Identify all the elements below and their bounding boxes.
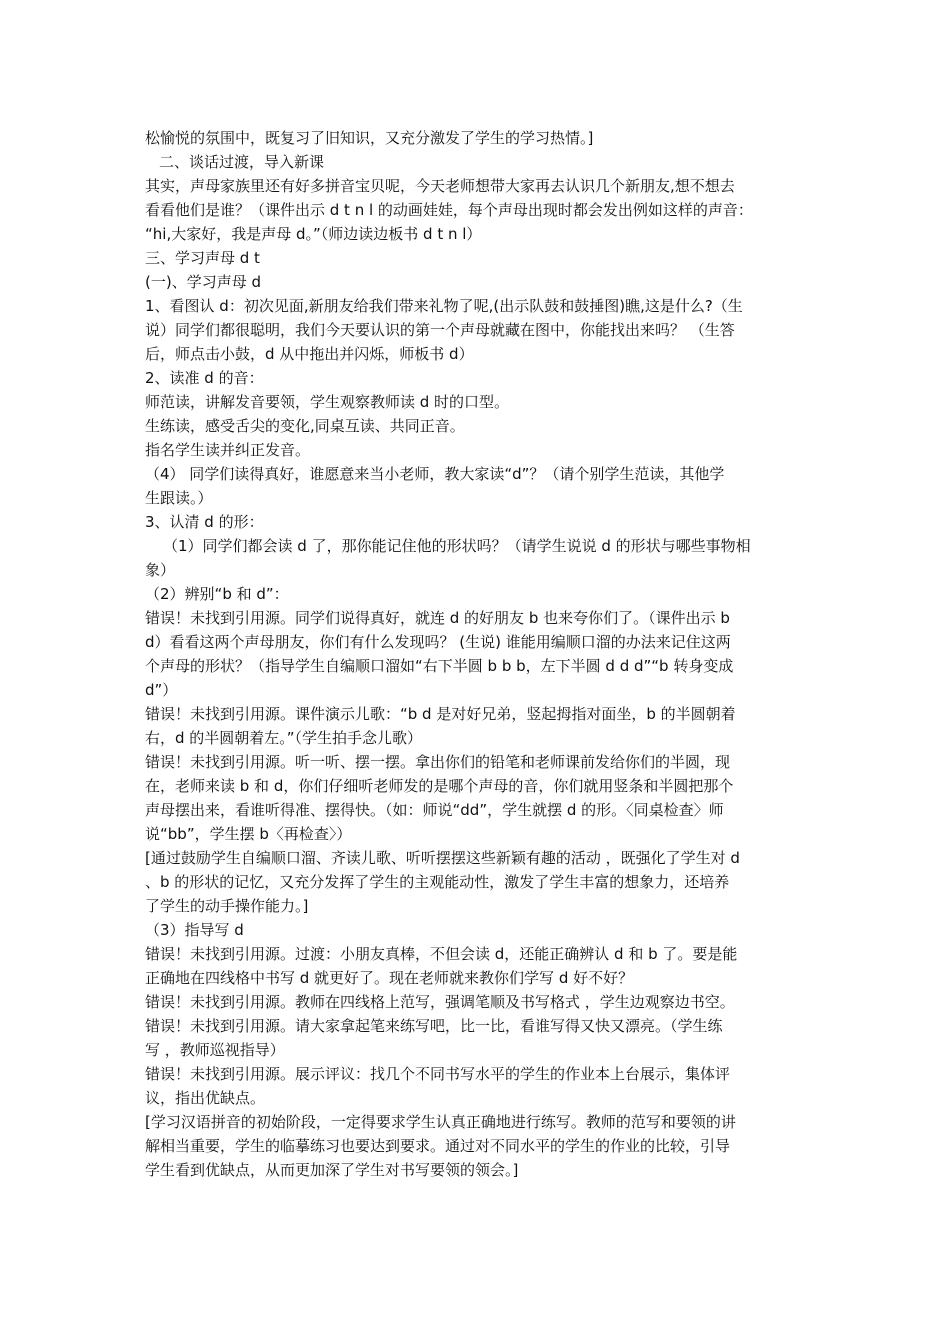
section-heading: 二、谈话过渡，导入新课 (159, 153, 325, 171)
text-line: 看看他们是谁？（课件出示 d t n l 的动画娃娃，每个声母出现时都会发出例如这样的声音： (145, 201, 753, 219)
text-line: 生跟读。） (145, 489, 213, 507)
text-line: （2）辨别“b 和 d”： (145, 585, 289, 603)
text-line: 说）同学们都很聪明，我们今天要认识的第一个声母就藏在图中，你能找出来吗？ （生答 (145, 321, 735, 339)
text-line: 象） (145, 561, 176, 579)
text-line: 指名学生读并纠正发音。 (145, 441, 311, 459)
text-line: 错误！未找到引用源。课件演示儿歌：“b d 是对好兄弟，竖起拇指对面坐，b 的半圆朝着 (145, 705, 736, 723)
text-line: 错误！未找到引用源。听一听、摆一摆。拿出你们的铅笔和老师课前发给你们的半圆，现 (145, 753, 731, 771)
text-line: “hi,大家好，我是声母 d。”（师边读边板书 d t n l） (145, 225, 482, 243)
text-line: d”） (145, 681, 178, 699)
text-line: 、b 的形状的记忆，又充分发挥了学生的主观能动性，激发了学生丰富的想象力，还培养 (145, 873, 730, 891)
subsection-heading: (一)、学习声母 d (145, 273, 261, 291)
text-line: 声母摆出来，看谁听得准、摆得快。（如：师说“dd”，学生就摆 d 的形。〈同桌检查〉师 (145, 801, 724, 819)
text-line: 其实，声母家族里还有好多拼音宝贝呢，今天老师想带大家再去认识几个新朋友,想不想去 (145, 177, 735, 195)
text-line: 议，指出优缺点。 (145, 1089, 266, 1107)
text-line: 个声母的形状？（指导学生自编顺口溜如“右下半圆 b b b，左下半圆 d d d”“b 转身变成 (145, 657, 734, 675)
text-line: d）看看这两个声母朋友，你们有什么发现吗？ (生说) 谁能用编顺口溜的办法来记住这两 (145, 633, 731, 651)
text-line: 2、读准 d 的音： (145, 369, 264, 387)
text-line: 在，老师来读 b 和 d，你们仔细听老师发的是哪个声母的音，你们就用竖条和半圆把那个 (145, 777, 734, 795)
text-line: 错误！未找到引用源。教师在四线格上范写，强调笔顺及书写格式 ，学生边观察边书空。 (145, 993, 735, 1011)
text-line: 师范读，讲解发音要领，学生观察教师读 d 时的口型。 (145, 393, 510, 411)
text-line: 右，d 的半圆朝着左。”（学生拍手念儿歌） (145, 729, 423, 747)
text-line: 错误！未找到引用源。展示评议：找几个不同书写水平的学生的作业本上台展示，集体评 (145, 1065, 731, 1083)
text-line: 了学生的动手操作能力。] (145, 897, 309, 915)
text-line: 写 ，教师巡视指导） (145, 1041, 285, 1059)
text-line: 3、认清 d 的形： (145, 513, 264, 531)
text-line: 学生看到优缺点，从而更加深了学生对书写要领的领会。] (145, 1161, 519, 1179)
text-line: 1、看图认 d：初次见面,新朋友给我们带来礼物了呢,(出示队鼓和鼓捶图)瞧,这是什么?（生 (145, 297, 743, 315)
text-line: 说“bb”，学生摆 b〈再检查〉） (145, 825, 352, 843)
text-line: 正确地在四线格中书写 d 就更好了。现在老师就来教你们学写 d 好不好？ (145, 969, 634, 987)
text-line: [学习汉语拼音的初始阶段，一定得要求学生认真正确地进行练写。教师的范写和要领的讲 (145, 1113, 736, 1131)
text-line: 松愉悦的氛围中，既复习了旧知识，又充分激发了学生的学习热情。] (145, 129, 594, 147)
text-line: 解相当重要，学生的临摹练习也要达到要求。通过对不同水平的学生的作业的比较，引导 (145, 1137, 731, 1155)
text-line: 后，师点击小鼓，d 从中拖出并闪烁，师板书 d） (145, 345, 474, 363)
text-line: [通过鼓励学生自编顺口溜、齐读儿歌、听听摆摆这些新颖有趣的活动 ，既强化了学生对 d (145, 849, 740, 867)
text-line: （4） 同学们读得真好，谁愿意来当小老师，教大家读“d”？（请个别学生范读，其他学 (145, 465, 725, 483)
text-line: （1）同学们都会读 d 了，那你能记住他的形状吗？（请学生说说 d 的形状与哪些事物相 (163, 537, 751, 555)
section-heading: 三、学习声母 d t (145, 249, 260, 267)
text-line: 错误！未找到引用源。过渡：小朋友真棒，不但会读 d，还能正确辨认 d 和 b 了。要是能 (145, 945, 738, 963)
text-line: （3）指导写 d (145, 921, 244, 939)
text-line: 生练读，感受舌尖的变化,同桌互读、共同正音。 (145, 417, 465, 435)
text-line: 错误！未找到引用源。请大家拿起笔来练写吧，比一比，看谁写得又快又漂亮。（学生练 (145, 1017, 723, 1035)
text-line: 错误！未找到引用源。同学们说得真好，就连 d 的好朋友 b 也来夸你们了。（课件出示 b (145, 609, 730, 627)
document-page (145, 126, 811, 1182)
